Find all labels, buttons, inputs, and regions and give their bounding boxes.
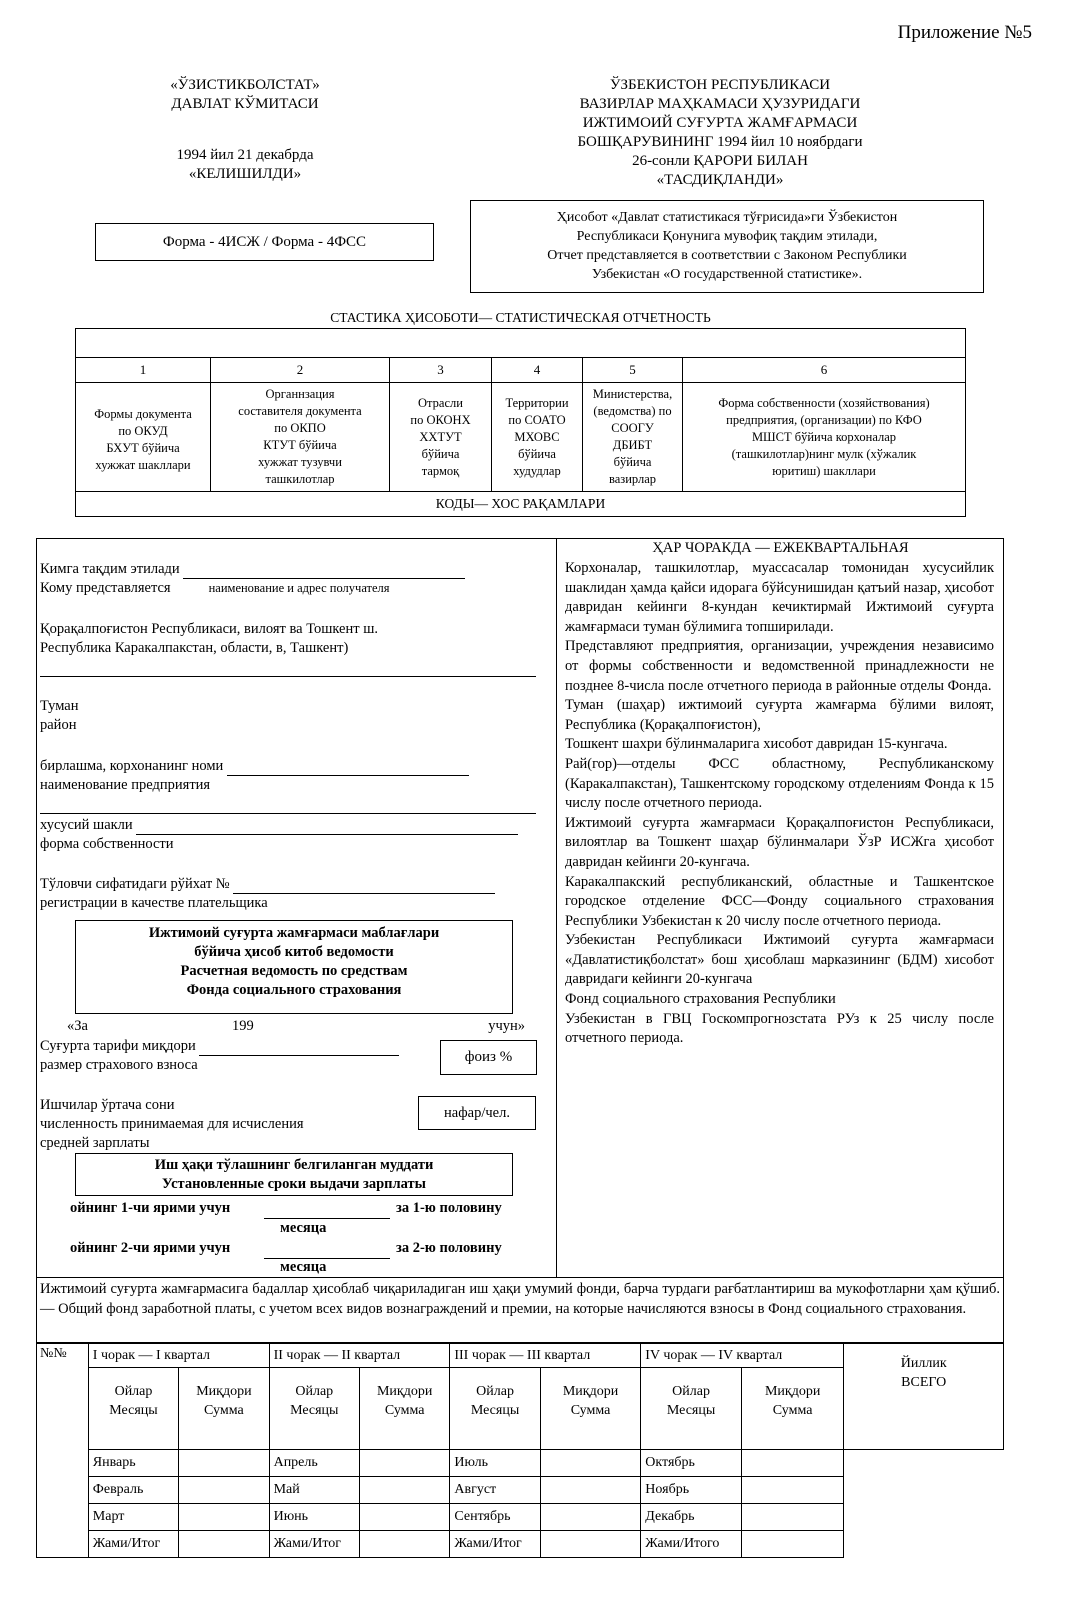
code-desc-line: составителя документа <box>238 404 362 418</box>
months-label: Месяцы <box>109 1402 158 1418</box>
enterprise-label-ru: наименование предприятия <box>40 777 211 793</box>
months-label: Месяцы <box>470 1402 520 1418</box>
registration-label-ru: регистрации в качестве плательщика <box>40 895 268 911</box>
instruction-p6: Ижтимоий суғурта жамғармаси Қорақалпоғистон Республикаси, вилоятлар ва Тошкент шаҳар бўлинмалари ЎзР ИСЖга ҳисобот давридан кейинги 20-кунгача. <box>565 814 994 870</box>
code-desc-line: ДБИБТ <box>612 438 653 452</box>
code-desc-line: ташкилотлар <box>265 472 335 486</box>
agreed-date: 1994 йил 21 декабрда <box>176 147 314 163</box>
table-row <box>37 1504 1004 1531</box>
approval-line: ВАЗИРЛАР МАҲКАМАСИ ҲУЗУРИДАГИ <box>579 96 861 112</box>
annual-total-header <box>844 1344 1004 1450</box>
sum-header <box>540 1368 641 1434</box>
months-header <box>450 1368 540 1434</box>
table-row <box>37 1477 1004 1504</box>
notice-line: Узбекистан «О государственной статистике». <box>591 267 863 282</box>
code-desc-line: хужжат тузувчи <box>258 455 342 469</box>
workers-label-uz: Ишчилар ўртача сони <box>40 1097 175 1113</box>
approval-line: ЎЗБЕКИСТОН РЕСПУБЛИКАСИ <box>609 77 831 93</box>
rate-unit-box[interactable]: фоиз % <box>440 1040 537 1075</box>
code-desc-line: по СОАТО <box>508 412 566 427</box>
half2-month: месяца <box>280 1259 327 1275</box>
code-desc-line: БХУТ бўйича <box>106 441 180 455</box>
code-desc-line: (ведомства) по <box>593 404 672 418</box>
sum-header-spacer <box>741 1434 844 1450</box>
sum-header <box>179 1368 269 1434</box>
enterprise-name-field-2[interactable] <box>40 795 536 814</box>
recipient-label-uz: Кимга тақдим этилади <box>40 561 180 577</box>
ledger-title-box <box>75 920 513 1014</box>
sum-cell[interactable] <box>540 1450 641 1477</box>
appendix-label: Приложение №5 <box>897 22 1032 43</box>
region-label-ru: Республика Каракалпакстан, области, в, Ташкент) <box>40 640 349 656</box>
annual-label: ВСЕГО <box>901 1375 947 1390</box>
code-desc-line: СООГУ <box>611 421 654 435</box>
code-desc-line: худудлар <box>513 463 561 478</box>
left-header <box>140 76 350 184</box>
approval-line: ИЖТИМОИЙ СУҒУРТА ЖАМҒАРМАСИ <box>582 115 858 131</box>
ledger-title-line: бўйича ҳисоб китоб ведомости <box>194 944 394 960</box>
period-uchun: учун» <box>488 1018 525 1034</box>
quarter-2-header: II чорак — II квартал <box>269 1344 450 1368</box>
sum-label: Миқдори <box>196 1383 252 1399</box>
instruction-p10: Узбекистан в ГВЦ Госкомпрогнозстата РУз к 25 числу после отчетного периода. <box>565 1010 994 1047</box>
code-desc-line: предприятия, (организации) по КФО <box>726 412 922 427</box>
months-label: Ойлар <box>476 1383 514 1399</box>
code-col-desc <box>390 383 492 492</box>
recipient-label-ru: Кому представляется <box>40 580 171 596</box>
workers-label-ru-2: средней зарплаты <box>40 1135 150 1151</box>
total-cell: Жами/Итог <box>450 1531 540 1558</box>
codes-blank-row <box>76 329 966 358</box>
quarterly-title: ҲАР ЧОРАКДА — ЕЖЕКВАРТАЛЬНАЯ <box>652 540 909 556</box>
period-year[interactable]: 199 <box>232 1018 254 1034</box>
total-cell: Жами/Итог <box>269 1531 359 1558</box>
code-col-desc <box>683 383 966 492</box>
registration-section <box>40 875 540 913</box>
code-desc-line: тармоқ <box>421 463 460 478</box>
statistics-title: СТАСТИКА ҲИСОБОТИ— СТАТИСТИЧЕСКАЯ ОТЧЕТНОСТЬ <box>330 310 711 325</box>
approved-label: «ТАСДИҚЛАНДИ» <box>656 172 784 188</box>
code-desc-line: бўйича <box>518 446 556 461</box>
sum-cell[interactable] <box>359 1450 449 1477</box>
half1-label-uz: ойнинг 1-чи ярими учун <box>70 1200 231 1216</box>
months-header-spacer <box>88 1434 178 1450</box>
code-desc-line: Форма собственности (хозяйствования) <box>718 395 930 410</box>
instruction-p3: Туман (шаҳар) ижтимоий суғурта жамғарма бўлими вилоят, Республика (Қорақалпоғистон), <box>565 697 994 733</box>
code-desc-line: Органнзация <box>265 387 335 401</box>
code-col-num: 6 <box>683 358 966 383</box>
total-cell: Жами/Итого <box>641 1531 742 1558</box>
approval-line: 26-сонли ҚАРОРИ БИЛАН <box>632 153 808 169</box>
sum-cell[interactable] <box>741 1531 844 1558</box>
org-name: «ЎЗИСТИКБОЛСТАТ» <box>170 77 320 93</box>
sum-header <box>741 1368 844 1434</box>
sum-cell[interactable] <box>540 1531 641 1558</box>
code-desc-line: по ОКОНХ <box>410 412 471 427</box>
ledger-title-line: Расчетная ведомость по средствам <box>180 963 408 979</box>
ownership-field[interactable] <box>136 834 518 835</box>
column-divider <box>556 538 557 1278</box>
months-label: Ойлар <box>295 1383 334 1399</box>
right-header <box>520 76 920 190</box>
codes-table <box>75 328 966 517</box>
ownership-label-ru: форма собственности <box>40 836 174 852</box>
pay-terms-box <box>75 1153 513 1196</box>
sum-header-spacer <box>359 1434 449 1450</box>
sum-cell[interactable] <box>179 1504 269 1531</box>
code-col-num: 2 <box>211 358 390 383</box>
month-cell: Март <box>88 1504 178 1531</box>
sum-cell[interactable] <box>741 1450 844 1477</box>
registration-field[interactable] <box>233 893 495 894</box>
code-col-desc <box>492 383 583 492</box>
org-type: ДАВЛАТ КЎМИТАСИ <box>171 96 319 112</box>
code-col-num: 4 <box>492 358 583 383</box>
quarter-4-header: IV чорак — IV квартал <box>641 1344 844 1368</box>
code-desc-line: Территории <box>505 395 569 410</box>
ownership-section <box>40 816 540 854</box>
sum-cell[interactable] <box>359 1477 449 1504</box>
period-za: «За <box>67 1018 88 1034</box>
ledger-title-line: Фонда социального страхования <box>186 982 402 998</box>
sum-cell[interactable] <box>359 1504 449 1531</box>
instruction-p4: Тошкент шахри бўлинмаларига хисобот давридан 15-кунгача. <box>565 736 948 753</box>
code-desc-line: бўйича <box>613 455 652 469</box>
codes-footer: КОДЫ— ХОС РАҚАМЛАРИ <box>76 492 966 517</box>
months-header <box>88 1368 178 1434</box>
months-header <box>269 1368 359 1434</box>
fund-description: Ижтимоий суғурта жамғармасига бадаллар ҳисоблаб чиқариладиган иш ҳақи умумий фонди, барча турдаги рағбатлантириш ва мукофотларни ҳам қўшиб. — Общий фонд заработной платы, с учетом всех видов вознаграждений и премии, на которые начисляются взносы в Фонд социального страхования. <box>40 1281 1000 1317</box>
period-line <box>67 1018 527 1037</box>
rate-section <box>40 1037 440 1075</box>
code-desc-line: Формы документа <box>94 407 192 421</box>
code-col-desc <box>211 383 390 492</box>
months-header-spacer <box>269 1434 359 1450</box>
annual-cell[interactable] <box>844 1450 1004 1477</box>
sum-cell[interactable] <box>179 1531 269 1558</box>
month-cell: Февраль <box>88 1477 178 1504</box>
workers-section <box>40 1096 420 1153</box>
form-label: Форма - 4ИСЖ / Форма - 4ФСС <box>95 223 434 261</box>
code-desc-line: (ташкилотлар)нинг мулк (хўжалик <box>731 446 917 461</box>
annual-label: Йиллик <box>900 1356 947 1371</box>
district-label-ru: район <box>40 717 77 733</box>
annual-cell <box>844 1531 1004 1558</box>
month-cell: Январь <box>88 1450 178 1477</box>
enterprise-name-field[interactable] <box>227 775 469 776</box>
pay-periods <box>40 1200 540 1280</box>
instruction-p9: Фонд социального страхования Республики <box>565 991 836 1008</box>
registration-label-uz: Тўловчи сифатидаги рўйхат № <box>40 876 230 892</box>
instruction-p8: Узбекистан Республикаси Ижтимоий суғурта жамғармаси «Давлатистиқболстат» бош ҳисоблаш марказининг (БДМ) хисобот давридаги кейинги 20-кунгача <box>565 932 994 988</box>
sum-cell[interactable] <box>741 1477 844 1504</box>
sum-label: Миқдори <box>562 1383 619 1399</box>
code-desc-line: Отрасли <box>418 395 463 410</box>
table-row <box>37 1450 1004 1477</box>
notice-line: Ҳисобот «Давлат статистикася тўғрисида»ги Ўзбекистон <box>556 210 898 225</box>
quarter-3-header: III чорак — III квартал <box>450 1344 641 1368</box>
rate-field[interactable] <box>199 1055 399 1056</box>
annual-cell <box>844 1504 1004 1531</box>
sum-cell[interactable] <box>179 1450 269 1477</box>
instruction-p7: Каракалпакский республиканский, областные и Ташкентское городское отделение ФСС—Фонду социального страхования Республики Узбекистан к 20 числу после отчетного периода. <box>565 873 994 929</box>
code-desc-line: ХХТУТ <box>419 429 462 444</box>
code-desc-line: Министерства, <box>592 387 673 401</box>
total-cell: Жами/Итог <box>88 1531 178 1558</box>
code-desc-line: МШСТ бўйича корхоналар <box>751 429 897 444</box>
months-header <box>641 1368 742 1434</box>
notice-box <box>470 200 984 293</box>
months-label: Месяцы <box>290 1402 339 1418</box>
month-cell: Июнь <box>269 1504 359 1531</box>
quarters-table <box>36 1343 1004 1558</box>
code-col-num: 1 <box>76 358 211 383</box>
annual-cell <box>844 1477 1004 1504</box>
code-desc-line: хужжат шакллари <box>95 458 191 472</box>
sum-header-spacer <box>179 1434 269 1450</box>
sum-label: Миқдори <box>376 1383 433 1399</box>
sum-cell[interactable] <box>179 1477 269 1504</box>
instructions-text <box>565 559 994 1049</box>
code-col-desc <box>76 383 211 492</box>
workers-unit-box[interactable]: нафар/чел. <box>418 1096 536 1130</box>
months-header-spacer <box>450 1434 540 1450</box>
code-desc-line: вазирлар <box>608 472 657 486</box>
months-header-spacer <box>641 1434 742 1450</box>
half1-month: месяца <box>280 1220 327 1236</box>
sum-header-spacer <box>540 1434 641 1450</box>
sum-label: Сумма <box>772 1402 813 1418</box>
code-desc-line: КТУТ бўйича <box>263 438 337 452</box>
workers-label-ru: численность принимаемая для исчисления <box>40 1116 304 1132</box>
month-cell: Октябрь <box>641 1450 742 1477</box>
sum-cell[interactable] <box>540 1477 641 1504</box>
quarter-1-header: I чорак — I квартал <box>88 1344 269 1368</box>
pay-terms-line: Иш ҳақи тўлашнинг белгиланган муддати <box>154 1157 434 1173</box>
district-section <box>40 697 540 735</box>
pay-terms-line: Установленные сроки выдачи зарплаты <box>162 1176 426 1192</box>
month-cell: Июль <box>450 1450 540 1477</box>
recipient-hint: наименование и адрес получателя <box>208 581 390 595</box>
enterprise-label-uz: бирлашма, корхонанинг номи <box>40 758 224 774</box>
rate-label-ru: размер страхового взноса <box>40 1057 198 1073</box>
sum-cell[interactable] <box>359 1531 449 1558</box>
half2-field[interactable] <box>264 1240 390 1259</box>
month-cell: Декабрь <box>641 1504 742 1531</box>
recipient-section <box>40 560 540 598</box>
month-cell: Сентябрь <box>450 1504 540 1531</box>
code-col-num: 3 <box>390 358 492 383</box>
enterprise-section <box>40 757 540 814</box>
sum-label: Сумма <box>570 1402 611 1418</box>
half1-label-ru: за 1-ю половину <box>396 1200 502 1216</box>
month-cell: Ноябрь <box>641 1477 742 1504</box>
sum-label: Сумма <box>384 1402 425 1418</box>
sum-cell[interactable] <box>540 1504 641 1531</box>
approval-line: БОШҚАРУВИНИНГ 1994 йил 10 ноябрдаги <box>577 134 863 150</box>
code-desc-line: по ОКПО <box>274 421 326 435</box>
table-row <box>37 1531 1004 1558</box>
notice-line: Отчет представляется в соответствии с Законом Республики <box>547 248 907 263</box>
months-label: Ойлар <box>114 1383 153 1399</box>
month-cell: Апрель <box>269 1450 359 1477</box>
code-desc-line: МХОВС <box>514 429 560 444</box>
notice-line: Республикаси Қонунига мувофиқ тақдим этилади, <box>576 229 878 244</box>
instruction-p5: Рай(гор)—отделы ФСС областному, Республиканскому (Каракалпакстан), Ташкентскому городскому отделениям Фонда к 15 числу после отчетного периода. <box>565 755 994 812</box>
code-desc-line: юритиш) шакллари <box>772 463 876 478</box>
rate-label-uz: Суғурта тарифи миқдори <box>40 1038 196 1054</box>
code-col-num: 5 <box>583 358 683 383</box>
sum-label: Миқдори <box>764 1383 821 1399</box>
agreed-label: «КЕЛИШИЛДИ» <box>188 166 302 182</box>
region-section <box>40 620 540 677</box>
code-col-desc <box>583 383 683 492</box>
code-desc-line: бўйича <box>421 446 460 461</box>
months-label: Месяцы <box>666 1402 716 1418</box>
sum-header <box>359 1368 449 1434</box>
region-label-uz: Қорақалпоғистон Республикаси, вилоят ва Тошкент ш. <box>40 621 379 637</box>
month-cell: Май <box>269 1477 359 1504</box>
instruction-p1: Корхоналар, ташкилотлар, муассасалар томонидан хусусийлик шаклидан ҳамда қайси идорага бўйсунишидан қатъий назар, ҳисобот давридан кейинги 8-кундан кечиктирмай Ижтимоий суғурта жамғармаси туман бўлимига топширилади. <box>565 560 994 635</box>
month-cell: Август <box>450 1477 540 1504</box>
ownership-label-uz: хусусий шакли <box>40 817 133 833</box>
region-field[interactable] <box>40 658 536 677</box>
half1-field[interactable] <box>264 1200 390 1219</box>
ledger-title-line: Ижтимоий суғурта жамғармаси маблағлари <box>148 925 440 941</box>
instruction-p2: Представляют предприятия, организации, учреждения независимо от формы собственности и ведомственной принадлежности не позднее 8-числа после отчетного периода в районные отделы Фонда. <box>565 638 994 694</box>
sum-label: Сумма <box>204 1402 244 1418</box>
half2-label-uz: ойнинг 2-чи ярими учун <box>70 1240 231 1256</box>
half2-label-ru: за 2-ю половину <box>396 1240 502 1256</box>
code-desc-line: по ОКУД <box>118 424 168 438</box>
district-label-uz: Туман <box>40 698 79 714</box>
months-label: Ойлар <box>672 1383 710 1399</box>
number-column: №№ <box>37 1344 89 1558</box>
sum-cell[interactable] <box>741 1504 844 1531</box>
